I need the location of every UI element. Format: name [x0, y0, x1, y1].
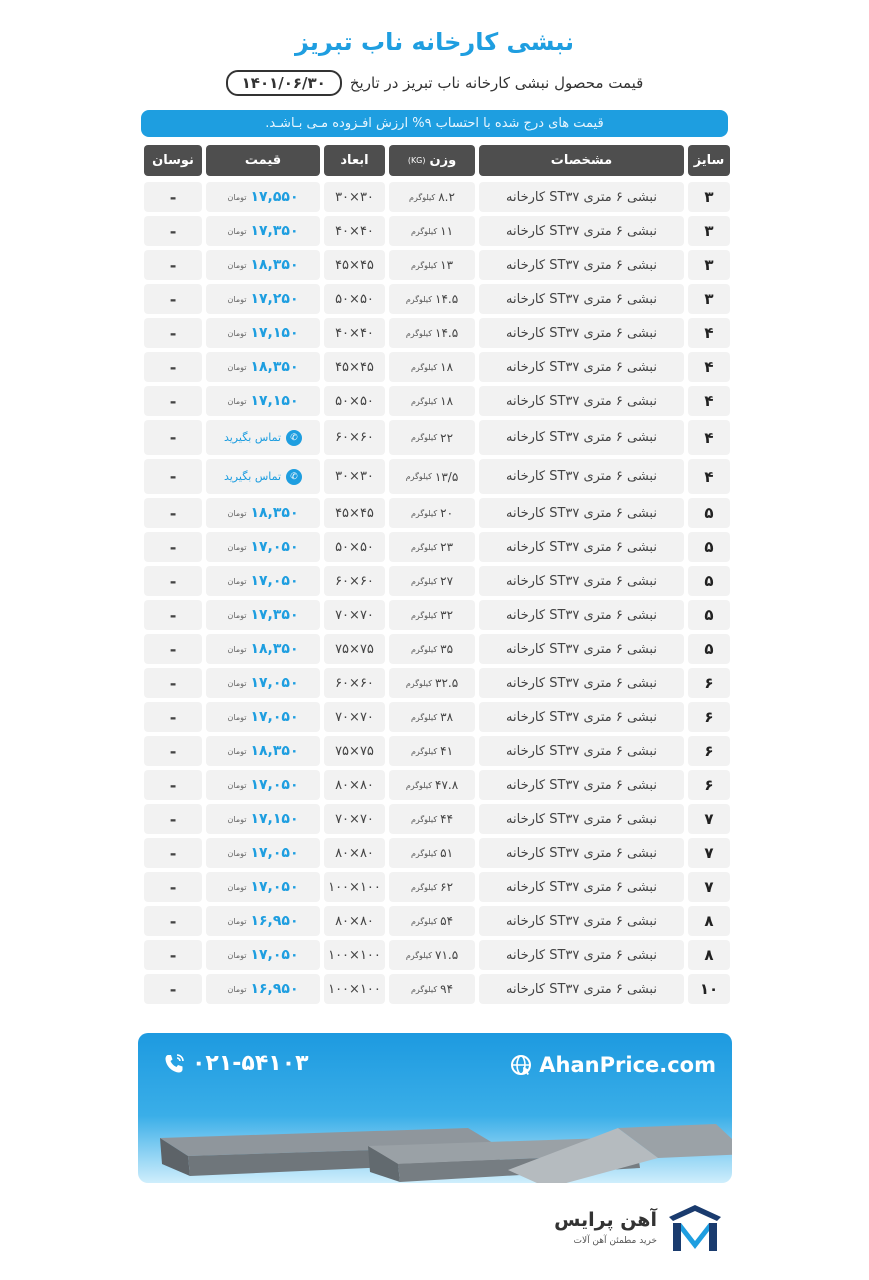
currency-label: تومان — [227, 746, 247, 756]
weight-value: ۲۲ — [440, 430, 454, 445]
cell-weight — [389, 216, 475, 246]
cell-change: - — [144, 872, 202, 902]
price-value: ۱۷,۱۵۰ — [250, 393, 299, 409]
cell-size: ۶ — [688, 668, 730, 698]
cell-weight — [389, 600, 475, 630]
price-value: ۱۷,۰۵۰ — [250, 675, 299, 691]
weight-value: ۱۴.۵ — [435, 326, 459, 340]
price-value: ۱۷,۵۵۰ — [250, 189, 299, 205]
weight-unit: کیلوگرم — [410, 984, 438, 994]
table-row — [140, 770, 730, 800]
currency-label: تومان — [227, 814, 247, 824]
contact-label[interactable]: تماس بگیرید — [223, 431, 282, 444]
price-value: ۱۷,۰۵۰ — [250, 573, 299, 589]
cell-dims: ۸۰×۸۰ — [324, 770, 385, 800]
cell-change: - — [144, 838, 202, 868]
price-value: ۱۶,۹۵۰ — [250, 981, 299, 997]
weight-unit: کیلوگرم — [405, 780, 433, 790]
cell-price — [206, 906, 320, 936]
weight-unit: کیلوگرم — [410, 848, 438, 858]
cell-change: - — [144, 352, 202, 382]
cell-spec: نبشی ۶ متری ST۳۷ کارخانه — [479, 668, 684, 698]
currency-label: تومان — [227, 712, 247, 722]
currency-label: تومان — [227, 192, 247, 202]
table-row — [140, 736, 730, 766]
cell-dims: ۴۵×۴۵ — [324, 352, 385, 382]
weight-value: ۲۷ — [440, 574, 454, 588]
cell-price — [206, 804, 320, 834]
cell-spec: نبشی ۶ متری ST۳۷ کارخانه — [479, 940, 684, 970]
ahanprice-logo-icon — [665, 1203, 725, 1255]
cell-change: - — [144, 736, 202, 766]
cell-weight — [389, 872, 475, 902]
cell-spec: نبشی ۶ متری ST۳۷ کارخانه — [479, 459, 684, 494]
cell-change: - — [144, 318, 202, 348]
vat-note-banner: قیمت های درج شده با احتساب ۹% ارزش افـزوده مـی بـاشـد. — [141, 110, 728, 137]
cell-size: ۱۰ — [688, 974, 730, 1004]
cell-dims: ۳۰×۳۰ — [324, 459, 385, 494]
globe-icon — [509, 1053, 533, 1077]
cell-price — [206, 702, 320, 732]
cell-weight — [389, 770, 475, 800]
currency-label: تومان — [227, 260, 247, 270]
table-row — [140, 566, 730, 596]
contact-label[interactable]: تماس بگیرید — [223, 470, 282, 483]
cell-change: - — [144, 182, 202, 212]
cell-dims: ۴۵×۴۵ — [324, 498, 385, 528]
table-row — [140, 284, 730, 314]
cell-price — [206, 250, 320, 280]
cell-price — [206, 634, 320, 664]
weight-value: ۱۴.۵ — [435, 292, 459, 306]
weight-value: ۴۱ — [440, 744, 454, 758]
cell-spec: نبشی ۶ متری ST۳۷ کارخانه — [479, 804, 684, 834]
cell-size: ۴ — [688, 459, 730, 494]
cell-dims: ۴۰×۴۰ — [324, 318, 385, 348]
cell-weight — [389, 804, 475, 834]
cell-weight — [389, 940, 475, 970]
weight-value: ۳۲.۵ — [435, 676, 459, 690]
weight-unit: کیلوگرم — [410, 542, 438, 552]
cell-dims: ۶۰×۶۰ — [324, 668, 385, 698]
price-value: ۱۸,۳۵۰ — [250, 505, 299, 521]
cell-weight — [389, 532, 475, 562]
cell-spec: نبشی ۶ متری ST۳۷ کارخانه — [479, 838, 684, 868]
weight-value: ۱۸ — [440, 360, 454, 374]
date-badge: ۱۴۰۱/۰۶/۳۰ — [226, 70, 342, 96]
cell-weight — [389, 736, 475, 766]
weight-value: ۱۳/۵ — [434, 469, 459, 484]
cell-size: ۸ — [688, 906, 730, 936]
cell-size: ۷ — [688, 838, 730, 868]
cell-spec: نبشی ۶ متری ST۳۷ کارخانه — [479, 532, 684, 562]
weight-unit: کیلوگرم — [405, 950, 433, 960]
price-value: ۱۷,۱۵۰ — [250, 325, 299, 341]
banner-phone[interactable] — [162, 1051, 309, 1076]
price-value: ۱۸,۳۵۰ — [250, 743, 299, 759]
cell-price — [206, 318, 320, 348]
cell-dims: ۸۰×۸۰ — [324, 906, 385, 936]
weight-value: ۴۷.۸ — [435, 778, 459, 792]
cell-dims: ۱۰۰×۱۰۰ — [324, 872, 385, 902]
cell-dims: ۶۰×۶۰ — [324, 566, 385, 596]
weight-value: ۲۰ — [440, 506, 454, 520]
weight-value: ۴۴ — [440, 812, 454, 826]
currency-label: تومان — [227, 678, 247, 688]
cell-size: ۷ — [688, 804, 730, 834]
cell-change: - — [144, 498, 202, 528]
cell-price — [206, 736, 320, 766]
cell-price — [206, 600, 320, 630]
cell-change: - — [144, 668, 202, 698]
currency-label: تومان — [227, 294, 247, 304]
phone-icon: ✆ — [286, 469, 302, 485]
cell-price — [206, 872, 320, 902]
cell-size: ۴ — [688, 318, 730, 348]
price-value: ۱۷,۰۵۰ — [250, 777, 299, 793]
price-value: ۱۷,۳۵۰ — [250, 607, 299, 623]
cell-spec: نبشی ۶ متری ST۳۷ کارخانه — [479, 600, 684, 630]
cell-price — [206, 216, 320, 246]
cell-dims: ۵۰×۵۰ — [324, 386, 385, 416]
header-dims: ابعاد — [324, 145, 385, 176]
cell-price — [206, 498, 320, 528]
weight-unit: کیلوگرم — [410, 746, 438, 756]
cell-price — [206, 420, 320, 455]
table-row — [140, 352, 730, 382]
table-row — [140, 216, 730, 246]
weight-unit: کیلوگرم — [405, 328, 433, 338]
table-row — [140, 386, 730, 416]
cell-spec: نبشی ۶ متری ST۳۷ کارخانه — [479, 702, 684, 732]
cell-dims: ۵۰×۵۰ — [324, 284, 385, 314]
cell-spec: نبشی ۶ متری ST۳۷ کارخانه — [479, 182, 684, 212]
weight-unit: کیلوگرم — [410, 610, 438, 620]
cell-spec: نبشی ۶ متری ST۳۷ کارخانه — [479, 284, 684, 314]
cell-change: - — [144, 804, 202, 834]
cell-change: - — [144, 634, 202, 664]
cell-size: ۳ — [688, 250, 730, 280]
table-row — [140, 804, 730, 834]
cell-weight — [389, 634, 475, 664]
table-row — [140, 838, 730, 868]
cell-dims: ۷۰×۷۰ — [324, 600, 385, 630]
currency-label: تومان — [227, 644, 247, 654]
cell-price — [206, 770, 320, 800]
cell-change: - — [144, 770, 202, 800]
cell-spec: نبشی ۶ متری ST۳۷ کارخانه — [479, 498, 684, 528]
cell-dims: ۵۰×۵۰ — [324, 532, 385, 562]
cell-size: ۵ — [688, 498, 730, 528]
cell-size: ۵ — [688, 600, 730, 630]
table-row — [140, 634, 730, 664]
price-value: ۱۷,۰۵۰ — [250, 539, 299, 555]
weight-unit: کیلوگرم — [410, 362, 438, 372]
currency-label: تومان — [227, 508, 247, 518]
price-value: ۱۷,۳۵۰ — [250, 223, 299, 239]
cell-price — [206, 352, 320, 382]
cell-price — [206, 838, 320, 868]
weight-unit: کیلوگرم — [410, 644, 438, 654]
price-value: ۱۷,۰۵۰ — [250, 845, 299, 861]
cell-spec: نبشی ۶ متری ST۳۷ کارخانه — [479, 906, 684, 936]
cell-spec: نبشی ۶ متری ST۳۷ کارخانه — [479, 770, 684, 800]
cell-weight — [389, 906, 475, 936]
price-value: ۱۷,۰۵۰ — [250, 947, 299, 963]
cell-dims: ۱۰۰×۱۰۰ — [324, 940, 385, 970]
cell-price — [206, 284, 320, 314]
cell-spec: نبشی ۶ متری ST۳۷ کارخانه — [479, 386, 684, 416]
cell-change: - — [144, 566, 202, 596]
header-weight-label: وزن — [429, 153, 457, 168]
cell-price — [206, 974, 320, 1004]
table-row — [140, 906, 730, 936]
currency-label: تومان — [227, 396, 247, 406]
table-row — [140, 250, 730, 280]
currency-label: تومان — [227, 882, 247, 892]
cell-weight — [389, 284, 475, 314]
cell-dims: ۴۵×۴۵ — [324, 250, 385, 280]
cell-size: ۸ — [688, 940, 730, 970]
cell-change: - — [144, 600, 202, 630]
header-weight — [389, 145, 475, 176]
weight-unit: کیلوگرم — [410, 226, 438, 236]
cell-size: ۵ — [688, 532, 730, 562]
cell-spec: نبشی ۶ متری ST۳۷ کارخانه — [479, 736, 684, 766]
header-spec: مشخصات — [479, 145, 684, 176]
weight-unit: کیلوگرم — [410, 916, 438, 926]
table-row — [140, 532, 730, 562]
table-header — [140, 145, 730, 176]
banner-phone-number: ۰۲۱-۵۴۱۰۳ — [192, 1051, 309, 1076]
cell-size: ۶ — [688, 770, 730, 800]
table-row — [140, 974, 730, 1004]
weight-value: ۵۴ — [440, 914, 454, 928]
weight-unit: کیلوگرم — [410, 508, 438, 518]
weight-value: ۱۱ — [440, 224, 454, 238]
currency-label: تومان — [227, 576, 247, 586]
cell-change: - — [144, 459, 202, 494]
currency-label: تومان — [227, 984, 247, 994]
cell-change: - — [144, 974, 202, 1004]
cell-weight — [389, 386, 475, 416]
promo-banner — [138, 1033, 732, 1183]
price-table — [140, 145, 730, 1008]
header-price: قیمت — [206, 145, 320, 176]
cell-size: ۴ — [688, 386, 730, 416]
price-value: ۱۷,۰۵۰ — [250, 709, 299, 725]
cell-dims: ۸۰×۸۰ — [324, 838, 385, 868]
cell-spec: نبشی ۶ متری ST۳۷ کارخانه — [479, 318, 684, 348]
weight-unit: کیلوگرم — [410, 712, 438, 722]
cell-price — [206, 566, 320, 596]
currency-label: تومان — [227, 950, 247, 960]
cell-dims: ۴۰×۴۰ — [324, 216, 385, 246]
header-weight-unit: (KG) — [407, 156, 426, 165]
phone-icon — [162, 1052, 186, 1076]
weight-value: ۸.۲ — [438, 190, 455, 204]
weight-value: ۱۳ — [440, 258, 454, 272]
cell-change: - — [144, 420, 202, 455]
cell-price — [206, 940, 320, 970]
header-size: سایز — [688, 145, 730, 176]
cell-price — [206, 532, 320, 562]
weight-value: ۳۸ — [440, 710, 454, 724]
cell-weight — [389, 250, 475, 280]
cell-change: - — [144, 284, 202, 314]
weight-value: ۱۸ — [440, 394, 454, 408]
price-value: ۱۷,۰۵۰ — [250, 879, 299, 895]
table-body — [140, 182, 730, 1004]
weight-unit: کیلوگرم — [405, 678, 433, 688]
header-change: نوسان — [144, 145, 202, 176]
weight-unit: کیلوگرم — [405, 472, 432, 481]
cell-size: ۳ — [688, 216, 730, 246]
table-row — [140, 318, 730, 348]
cell-change: - — [144, 702, 202, 732]
weight-value: ۹۴ — [440, 982, 454, 996]
subtitle-text: قیمت محصول نبشی کارخانه ناب تبریز در تاریخ — [349, 74, 644, 92]
brand-name: آهن پرایس — [554, 1209, 657, 1231]
cell-weight — [389, 318, 475, 348]
weight-unit: کیلوگرم — [410, 576, 438, 586]
cell-weight — [389, 668, 475, 698]
cell-price — [206, 459, 320, 494]
table-row — [140, 702, 730, 732]
currency-label: تومان — [227, 848, 247, 858]
table-row — [140, 420, 730, 455]
cell-spec: نبشی ۶ متری ST۳۷ کارخانه — [479, 216, 684, 246]
cell-dims: ۶۰×۶۰ — [324, 420, 385, 455]
cell-weight — [389, 702, 475, 732]
cell-dims: ۷۵×۷۵ — [324, 736, 385, 766]
cell-weight — [389, 420, 475, 455]
currency-label: تومان — [227, 780, 247, 790]
cell-change: - — [144, 906, 202, 936]
currency-label: تومان — [227, 916, 247, 926]
banner-site-text: AhanPrice.com — [539, 1053, 716, 1077]
weight-unit: کیلوگرم — [410, 433, 438, 442]
price-value: ۱۷,۲۵۰ — [250, 291, 299, 307]
cell-size: ۷ — [688, 872, 730, 902]
currency-label: تومان — [227, 362, 247, 372]
brand-slogan: خرید مطمئن آهن آلات — [573, 1236, 657, 1246]
cell-change: - — [144, 386, 202, 416]
cell-size: ۶ — [688, 702, 730, 732]
currency-label: تومان — [227, 542, 247, 552]
cell-spec: نبشی ۶ متری ST۳۷ کارخانه — [479, 250, 684, 280]
weight-unit: کیلوگرم — [410, 396, 438, 406]
currency-label: تومان — [227, 610, 247, 620]
page-title: نبشی کارخانه ناب تبریز — [294, 28, 575, 56]
cell-size: ۳ — [688, 182, 730, 212]
cell-weight — [389, 974, 475, 1004]
cell-change: - — [144, 532, 202, 562]
cell-weight — [389, 838, 475, 868]
price-value: ۱۸,۳۵۰ — [250, 641, 299, 657]
weight-value: ۳۵ — [440, 642, 454, 656]
cell-weight — [389, 498, 475, 528]
weight-unit: کیلوگرم — [410, 260, 438, 270]
cell-weight — [389, 352, 475, 382]
currency-label: تومان — [227, 328, 247, 338]
weight-unit: کیلوگرم — [405, 294, 433, 304]
banner-site[interactable] — [509, 1053, 716, 1077]
cell-weight — [389, 459, 475, 494]
cell-spec: نبشی ۶ متری ST۳۷ کارخانه — [479, 566, 684, 596]
price-value: ۱۸,۳۵۰ — [250, 257, 299, 273]
cell-price — [206, 668, 320, 698]
cell-change: - — [144, 250, 202, 280]
currency-label: تومان — [227, 226, 247, 236]
brand-logo — [540, 1203, 725, 1258]
weight-unit: کیلوگرم — [409, 192, 436, 202]
cell-spec: نبشی ۶ متری ST۳۷ کارخانه — [479, 352, 684, 382]
weight-unit: کیلوگرم — [410, 814, 438, 824]
cell-weight — [389, 566, 475, 596]
cell-size: ۴ — [688, 420, 730, 455]
cell-price — [206, 182, 320, 212]
cell-spec: نبشی ۶ متری ST۳۷ کارخانه — [479, 634, 684, 664]
cell-weight — [389, 182, 475, 212]
cell-size: ۳ — [688, 284, 730, 314]
cell-dims: ۷۰×۷۰ — [324, 804, 385, 834]
weight-value: ۳۲ — [440, 608, 454, 622]
weight-value: ۷۱.۵ — [435, 948, 459, 962]
weight-value: ۲۳ — [440, 540, 454, 554]
subtitle — [0, 70, 869, 96]
cell-size: ۵ — [688, 566, 730, 596]
cell-spec: نبشی ۶ متری ST۳۷ کارخانه — [479, 872, 684, 902]
table-row — [140, 498, 730, 528]
cell-change: - — [144, 216, 202, 246]
table-row — [140, 668, 730, 698]
price-value: ۱۸,۳۵۰ — [250, 359, 299, 375]
cell-dims: ۱۰۰×۱۰۰ — [324, 974, 385, 1004]
weight-value: ۶۲ — [440, 880, 454, 894]
price-value: ۱۷,۱۵۰ — [250, 811, 299, 827]
cell-size: ۶ — [688, 736, 730, 766]
cell-spec: نبشی ۶ متری ST۳۷ کارخانه — [479, 974, 684, 1004]
cell-dims: ۷۰×۷۰ — [324, 702, 385, 732]
cell-spec: نبشی ۶ متری ST۳۷ کارخانه — [479, 420, 684, 455]
cell-dims: ۷۵×۷۵ — [324, 634, 385, 664]
table-row — [140, 459, 730, 494]
price-value: ۱۶,۹۵۰ — [250, 913, 299, 929]
steel-angle-illustration — [138, 1088, 732, 1183]
phone-icon: ✆ — [286, 430, 302, 446]
table-row — [140, 600, 730, 630]
cell-change: - — [144, 940, 202, 970]
weight-value: ۵۱ — [440, 846, 454, 860]
cell-size: ۴ — [688, 352, 730, 382]
table-row — [140, 872, 730, 902]
cell-size: ۵ — [688, 634, 730, 664]
table-row — [140, 182, 730, 212]
weight-unit: کیلوگرم — [410, 882, 438, 892]
cell-price — [206, 386, 320, 416]
cell-dims: ۳۰×۳۰ — [324, 182, 385, 212]
table-row — [140, 940, 730, 970]
